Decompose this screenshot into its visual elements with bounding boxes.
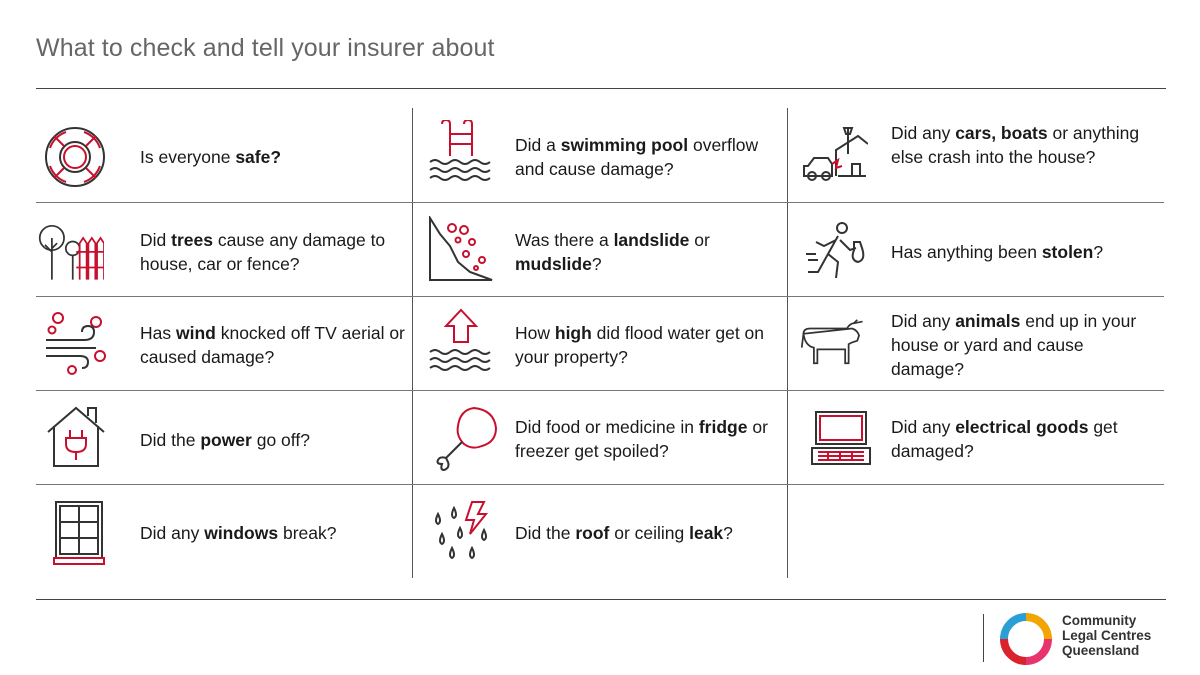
item-text-11 (891, 415, 1156, 463)
item-text-part: knocked off TV aerial or caused damage? (140, 323, 405, 367)
item-text-2 (891, 121, 1156, 169)
item-text-part: Did any (891, 311, 956, 331)
item-text-bold: leak (689, 523, 724, 543)
item-text-bold: mudslide (515, 254, 592, 274)
item-text-part: get damaged? (891, 417, 1118, 461)
row-divider (36, 296, 1164, 297)
item-text-part: ? (723, 523, 733, 543)
item-text-bold: power (200, 430, 252, 450)
top-divider (36, 88, 1166, 89)
page-title: What to check and tell your insurer about (36, 34, 495, 62)
item-text-part: or (689, 230, 710, 250)
item-text-part: go off? (251, 430, 310, 450)
item-text-part: Did the (140, 430, 201, 450)
item-text-part: Did a (515, 135, 561, 155)
item-text-13 (515, 521, 780, 545)
item-text-part: overflow and cause damage? (515, 135, 759, 179)
row-divider (36, 202, 1164, 203)
swimming-pool-icon (428, 120, 494, 186)
item-text-bold: safe? (235, 147, 282, 167)
logo-line-1: Community (1062, 613, 1137, 628)
item-text-part: Did any (891, 417, 956, 437)
item-text-5 (891, 240, 1156, 264)
item-text-bold: electrical goods (955, 417, 1089, 437)
item-text-bold: fridge (698, 417, 748, 437)
item-text-part: or anything else crash into the house? (891, 123, 1140, 167)
bottom-divider (36, 599, 1166, 600)
item-text-bold: high (554, 323, 592, 343)
item-text-10 (515, 415, 780, 463)
item-text-part: Did (140, 230, 172, 250)
item-text-7 (515, 321, 780, 369)
item-text-8 (891, 309, 1156, 381)
thief-icon (802, 220, 868, 286)
item-text-bold: roof (575, 523, 610, 543)
item-text-part: break? (278, 523, 337, 543)
item-text-bold: cars, boats (955, 123, 1048, 143)
landslide-icon (428, 216, 494, 282)
logo-line-3: Queensland (1062, 643, 1140, 658)
laptop-icon (808, 408, 874, 474)
logo-divider (983, 614, 984, 662)
item-text-part: Was there a (515, 230, 614, 250)
item-text-6 (140, 321, 405, 369)
item-text-part: or freezer get spoiled? (515, 417, 768, 461)
row-divider (36, 484, 1164, 485)
logo-line-2: Legal Centres (1062, 628, 1152, 643)
item-text-part: end up in your house or yard and cause damage? (891, 311, 1137, 379)
item-text-part: did flood water get on your property? (515, 323, 765, 367)
item-text-bold: stolen (1041, 242, 1094, 262)
item-text-part: cause any damage to house, car or fence? (140, 230, 386, 274)
row-divider (36, 390, 1164, 391)
item-text-part: Did the (515, 523, 576, 543)
item-text-9 (140, 428, 405, 452)
wind-icon (44, 310, 110, 376)
item-text-part: Did food or medicine in (515, 417, 699, 437)
item-text-part: Has anything been (891, 242, 1042, 262)
item-text-part: ? (591, 254, 602, 274)
clcq-logo-icon (998, 611, 1054, 667)
flood-level-icon (428, 308, 494, 374)
window-icon (46, 500, 112, 566)
house-plug-icon (44, 404, 110, 470)
item-text-1 (515, 133, 780, 181)
item-text-bold: windows (204, 523, 279, 543)
item-text-part: Did any (140, 523, 205, 543)
clcq-logo-text (1062, 613, 1151, 658)
item-text-3 (140, 228, 405, 276)
item-text-bold: trees (171, 230, 213, 250)
item-text-part: Is everyone (140, 147, 236, 167)
rain-lightning-icon (430, 500, 496, 566)
item-text-bold: landslide (613, 230, 690, 250)
column-divider (787, 108, 788, 578)
item-text-part: ? (1093, 242, 1104, 262)
item-text-4 (515, 228, 780, 276)
item-text-part: or ceiling (609, 523, 690, 543)
item-text-part: Did any (891, 123, 956, 143)
trees-fence-icon (38, 218, 104, 284)
lifebuoy-icon (42, 124, 108, 190)
chicken-leg-icon (434, 406, 500, 472)
item-text-12 (140, 521, 405, 545)
item-text-part: Has (140, 323, 176, 343)
car-crash-icon (802, 124, 868, 190)
item-text-bold: wind (175, 323, 216, 343)
item-text-bold: swimming pool (560, 135, 689, 155)
item-text-bold: animals (955, 311, 1021, 331)
item-text-0 (140, 145, 400, 169)
cow-icon (800, 312, 866, 378)
item-text-part: How (515, 323, 555, 343)
column-divider (412, 108, 413, 578)
